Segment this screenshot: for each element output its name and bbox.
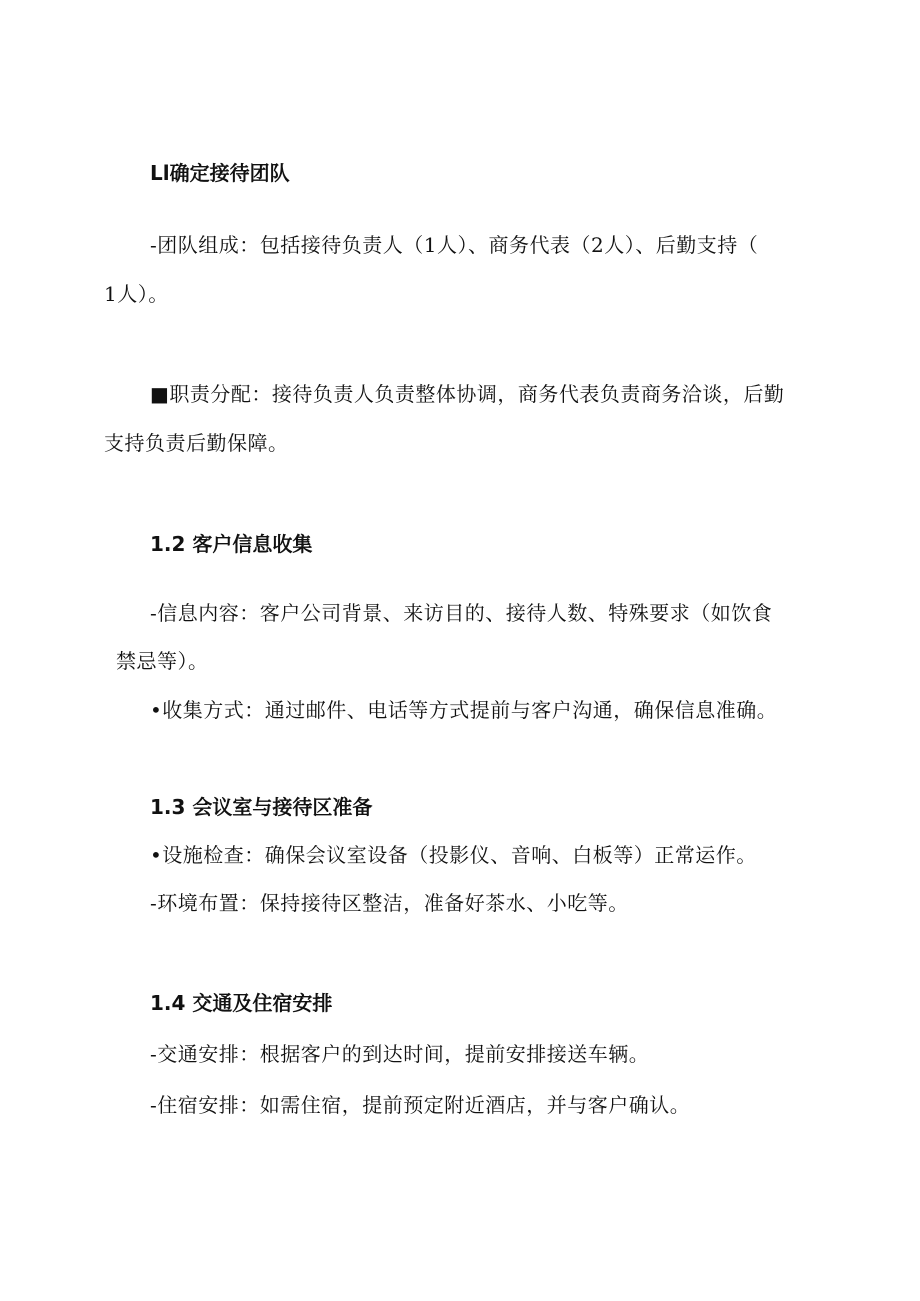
duty-assignment-line-1: ■职责分配：接待负责人负责整体协调，商务代表负责商务洽谈，后勤 [150, 382, 785, 406]
info-content-line-2: 禁忌等）。 [116, 649, 209, 673]
team-composition-line-1: -团队组成：包括接待负责人（1人）、商务代表（2人）、后勤支持（ [150, 233, 759, 257]
info-content-line-1: -信息内容：客户公司背景、来访目的、接待人数、特殊要求（如饮食 [150, 601, 773, 625]
facility-check-line: •设施检查：确保会议室设备（投影仪、音响、白板等）正常运作。 [150, 843, 757, 867]
accommodation-arrangement-line: -住宿安排：如需住宿，提前预定附近酒店，并与客户确认。 [150, 1093, 691, 1117]
team-composition-line-2: 1人）。 [104, 282, 169, 306]
section-heading-1-1: Ll确定接待团队 [150, 161, 290, 185]
section-heading-1-2: 1.2 客户信息收集 [150, 532, 313, 556]
section-heading-1-3: 1.3 会议室与接待区准备 [150, 795, 373, 819]
section-heading-1-4: 1.4 交通及住宿安排 [150, 991, 333, 1015]
environment-setup-line: -环境布置：保持接待区整洁，准备好茶水、小吃等。 [150, 891, 629, 915]
collection-method-line: •收集方式：通过邮件、电话等方式提前与客户沟通，确保信息准确。 [150, 698, 778, 722]
duty-assignment-line-2: 支持负责后勤保障。 [104, 431, 289, 455]
transport-arrangement-line: -交通安排：根据客户的到达时间，提前安排接送车辆。 [150, 1042, 650, 1066]
